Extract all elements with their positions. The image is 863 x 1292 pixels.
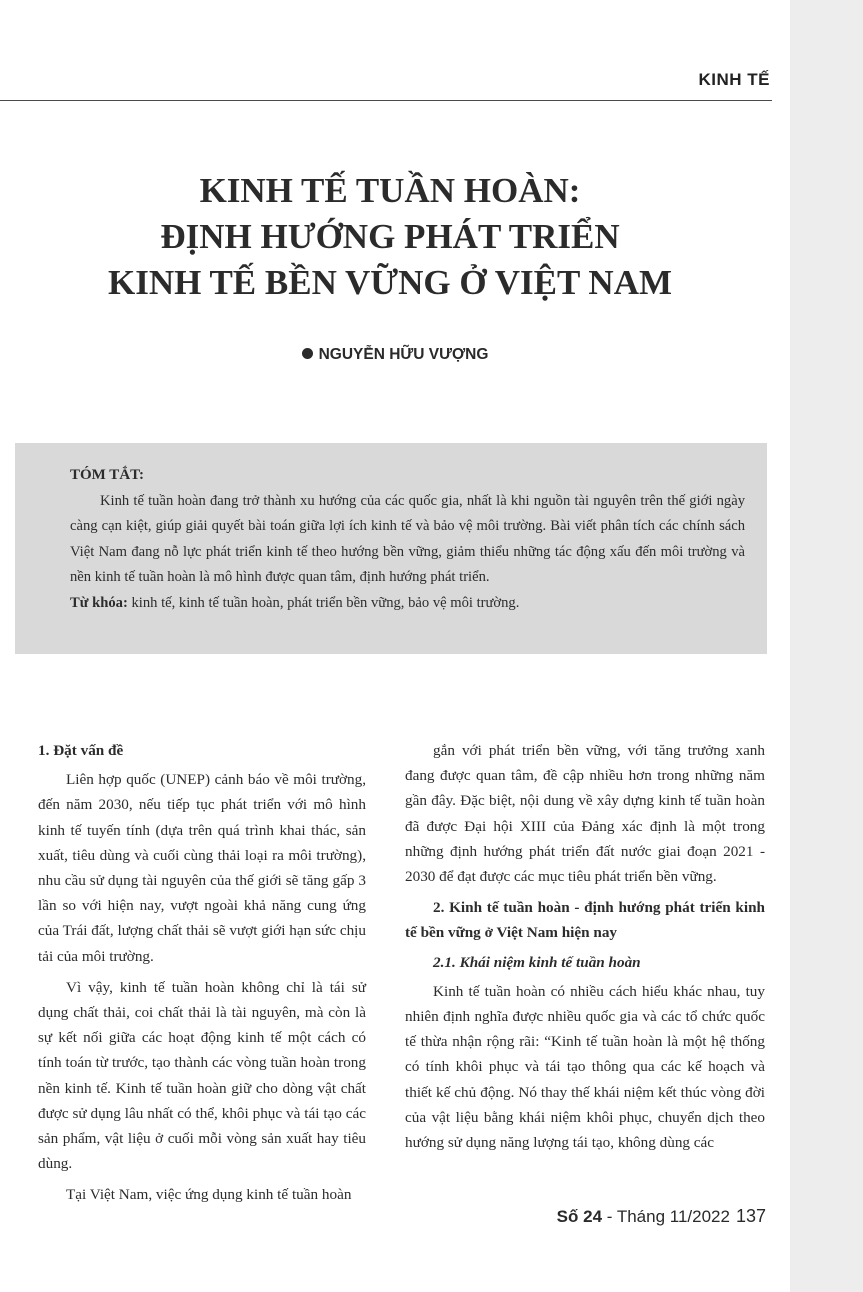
abstract-content xyxy=(70,463,745,616)
page-footer xyxy=(470,1206,766,1227)
paragraph: Kinh tế tuần hoàn có nhiều cách hiểu khác nhau, tuy nhiên định nghĩa được nhiều quốc gia và các tổ chức quốc tế thừa nhận rộng rãi: “Kinh tế tuần hoàn là một hệ thống có tính khôi phục và tái tạo thông qua các kế hoạch và thiết kế chủ động. Nó thay thế khái niệm kết thúc vòng đời của vật liệu bằng khái niệm khôi phục, chuyển dịch theo hướng sử dụng năng lượng tái tạo, không dùng các xyxy=(405,982,765,1152)
abstract-heading: TÓM TẮT: xyxy=(70,467,145,483)
paragraph: Liên hợp quốc (UNEP) cảnh báo về môi trường, đến năm 2030, nếu tiếp tục phát triển với mô hình kinh tế tuyến tính (dựa trên quá trình khai thác, sản xuất, tiêu dùng và cuối cùng thải loại ra môi trường), nhu cầu sử dụng tài nguyên của thế giới sẽ tăng gấp 3 lần so với hiện nay, vượt ngoài khả năng cung ứng của Trái đất, lượng chất thải sẽ vượt giới hạn sức chịu tải của môi trường. xyxy=(38,771,366,965)
issue-number: Số 24 xyxy=(556,1207,603,1226)
title-line-3: KINH TẾ BỀN VỮNG Ở VIỆT NAM xyxy=(108,263,672,302)
section-label: KINH TẾ xyxy=(698,70,770,89)
title-line-2: ĐỊNH HƯỚNG PHÁT TRIỂN xyxy=(160,217,620,256)
section-1-heading: 1. Đặt vấn đề xyxy=(38,742,124,759)
right-column xyxy=(405,738,765,1161)
bullet-dot-icon xyxy=(302,348,313,359)
title-line-1: KINH TẾ TUẦN HOÀN: xyxy=(199,171,581,210)
abstract-box xyxy=(15,443,767,654)
author-byline xyxy=(200,346,590,364)
paragraph: gắn với phát triển bền vững, với tăng trưởng xanh đang được quan tâm, đề cập nhiều hơn trong những năm gần đây. Đặc biệt, nội dung về xây dựng kinh tế tuần hoàn đã được Đại hội XIII của Đảng xác định là một trong những định hướng phát triển đất nước giai đoạn 2021 - 2030 để đạt được các mục tiêu phát triển bền vững. xyxy=(405,742,765,886)
abstract-keywords xyxy=(70,591,745,617)
paragraph: Vì vậy, kinh tế tuần hoàn không chỉ là tái sử dụng chất thải, coi chất thải là tài nguyên, mà còn là sự kết nối giữa các hoạt động kinh tế một cách có tính toán từ trước, tạo thành các vòng tuần hoàn trong nền kinh tế. Kinh tế tuần hoàn giữ cho dòng vật chất được sử dụng lâu nhất có thể, khôi phục và tái tạo các sản phẩm, vật liệu ở cuối mỗi vòng sản xuất hay tiêu dùng. xyxy=(38,978,366,1173)
keywords-text: kinh tế, kinh tế tuần hoàn, phát triển bền vững, bảo vệ môi trường. xyxy=(127,594,520,611)
header-rule xyxy=(0,100,772,101)
left-column xyxy=(38,738,366,1214)
abstract-body: Kinh tế tuần hoàn đang trở thành xu hướng của các quốc gia, nhất là khi nguồn tài nguyên trên thế giới ngày càng cạn kiệt, giúp giải quyết bài toán giữa lợi ích kinh tế và bảo vệ môi trường. Bài viết phân tích các chính sách Việt Nam đang nỗ lực phát triển kinh tế theo hướng bền vững, giảm thiểu những tác động xấu đến môi trường và nền kinh tế tuần hoàn là mô hình được quan tâm, định hướng phát triển. xyxy=(70,492,745,585)
paragraph: Tại Việt Nam, việc ứng dụng kinh tế tuần hoàn xyxy=(66,1186,352,1204)
page-edge-strip xyxy=(790,0,863,1292)
issue-date: - Tháng 11/2022 xyxy=(602,1207,730,1226)
section-2-1-heading: 2.1. Khái niệm kinh tế tuần hoàn xyxy=(433,953,641,971)
keywords-label: Từ khóa: xyxy=(70,594,128,611)
page-number: 137 xyxy=(735,1206,766,1226)
article-title xyxy=(60,168,720,306)
section-2-heading: 2. Kinh tế tuần hoàn - định hướng phát triển kinh tế bền vững ở Việt Nam hiện nay xyxy=(405,899,765,942)
author-name: NGUYỄN HỮU VƯỢNG xyxy=(318,346,489,363)
